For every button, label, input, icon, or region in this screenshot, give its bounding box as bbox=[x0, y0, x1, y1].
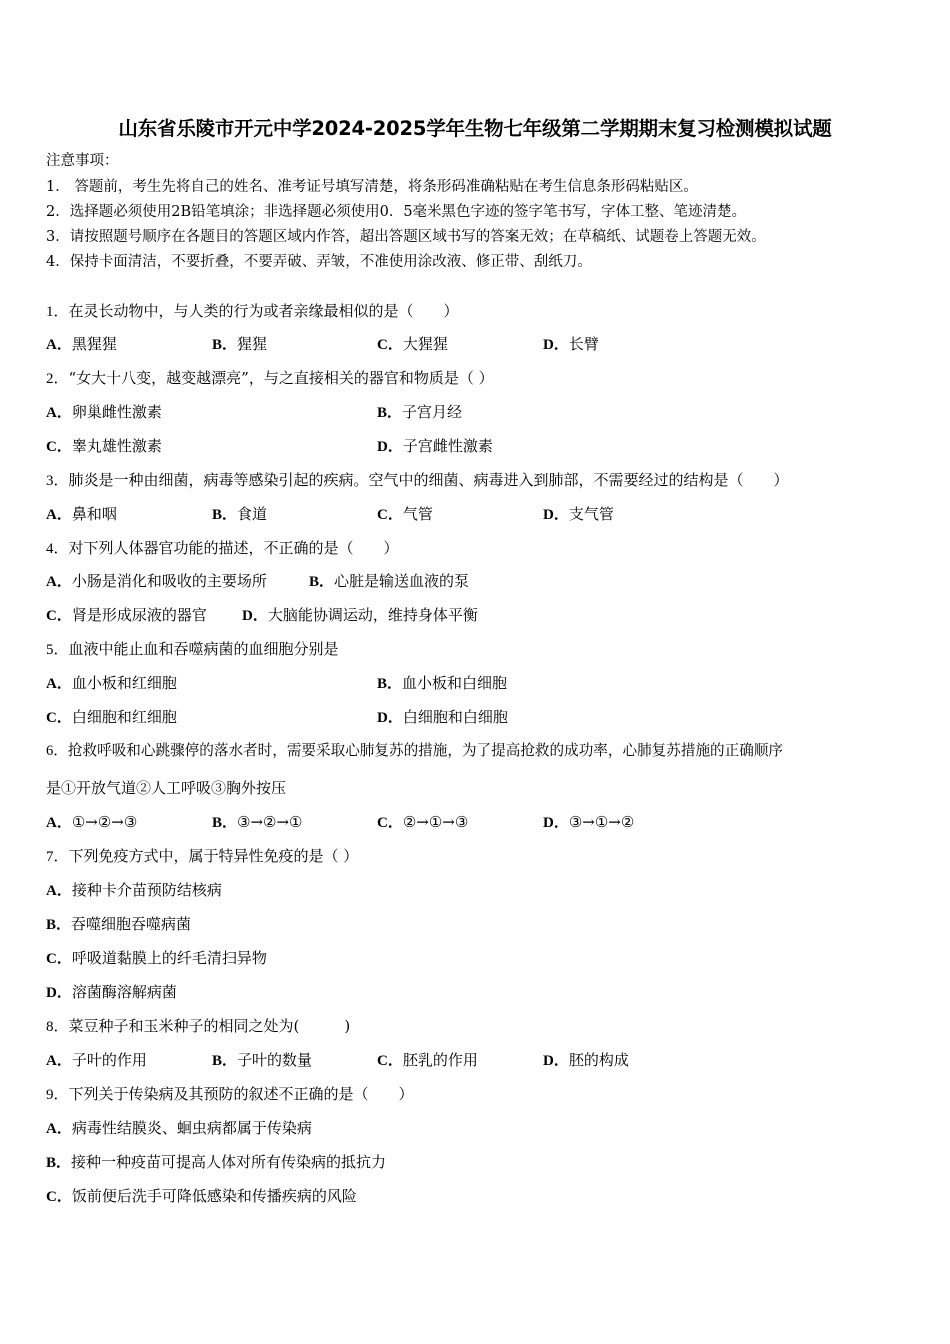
notice-item: 3．请按照题号顺序在各题目的答题区域内作答，超出答题区域书写的答案无效；在草稿纸、试题卷上答题无效。 bbox=[46, 229, 766, 245]
option-a: A．病毒性结膜炎、蛔虫病都属于传染病 bbox=[46, 1119, 312, 1137]
option-c: C．胚乳的作用 bbox=[377, 1051, 478, 1069]
question-stem: 6．抢救呼吸和心跳骤停的落水者时，需要采取心肺复苏的措施，为了提高抢救的成功率，心肺复苏措施的正确顺序 bbox=[46, 742, 784, 759]
question-stem: 5．血液中能止血和吞噬病菌的血细胞分别是 bbox=[46, 640, 339, 658]
notice-heading: 注意事项： bbox=[46, 153, 119, 169]
option-d: D．③→①→② bbox=[543, 813, 635, 831]
question-stem-continued: 是①开放气道②人工呼吸③胸外按压 bbox=[46, 779, 287, 797]
option-b: B．心脏是输送血液的泵 bbox=[309, 572, 470, 590]
question-stem: 7．下列免疫方式中，属于特异性免疫的是（ ） bbox=[46, 847, 359, 865]
option-c: C．白细胞和红细胞 bbox=[46, 708, 177, 726]
option-d: D．胚的构成 bbox=[543, 1051, 629, 1069]
option-c: C．饭前便后洗手可降低感染和传播疾病的风险 bbox=[46, 1187, 357, 1205]
option-b: B．食道 bbox=[212, 505, 268, 523]
option-b: B．③→②→① bbox=[212, 813, 303, 831]
option-d: D．大脑能协调运动，维持身体平衡 bbox=[242, 606, 478, 624]
question-stem: 2．“女大十八变，越变越漂亮”，与之直接相关的器官和物质是（ ） bbox=[46, 369, 494, 387]
option-a: A．接种卡介苗预防结核病 bbox=[46, 881, 222, 899]
option-c: C．睾丸雄性激素 bbox=[46, 437, 162, 455]
option-c: C．肾是形成尿液的器官 bbox=[46, 606, 207, 624]
option-c: C．②→①→③ bbox=[377, 813, 469, 831]
option-a: A．小肠是消化和吸收的主要场所 bbox=[46, 572, 267, 590]
option-a: A．卵巢雌性激素 bbox=[46, 403, 162, 421]
option-c: C．气管 bbox=[377, 505, 433, 523]
option-a: A．①→②→③ bbox=[46, 813, 138, 831]
option-b: B．吞噬细胞吞噬病菌 bbox=[46, 915, 192, 933]
notice-item: 4．保持卡面清洁，不要折叠，不要弄破、弄皱，不准使用涂改液、修正带、刮纸刀。 bbox=[46, 254, 592, 270]
option-d: D．长臂 bbox=[543, 335, 599, 353]
question-stem: 1．在灵长动物中，与人类的行为或者亲缘最相似的是（ ） bbox=[46, 302, 459, 320]
option-a: A．血小板和红细胞 bbox=[46, 674, 177, 692]
option-c: C．呼吸道黏膜上的纤毛清扫异物 bbox=[46, 949, 267, 967]
option-a: A．黑猩猩 bbox=[46, 335, 117, 353]
option-b: B．猩猩 bbox=[212, 335, 268, 353]
option-b: B．子叶的数量 bbox=[212, 1051, 313, 1069]
question-stem: 8．菜豆种子和玉米种子的相同之处为( ) bbox=[46, 1017, 351, 1035]
option-a: A．鼻和咽 bbox=[46, 505, 117, 523]
notice-item: 1． 答题前，考生先将自己的姓名、准考证号填写清楚，将条形码准确粘贴在考生信息条形码粘贴区。 bbox=[46, 179, 698, 195]
option-a: A．子叶的作用 bbox=[46, 1051, 147, 1069]
question-stem: 3．肺炎是一种由细菌，病毒等感染引起的疾病。空气中的细菌、病毒进入到肺部，不需要经过的结构是（ ） bbox=[46, 471, 789, 489]
question-stem: 9．下列关于传染病及其预防的叙述不正确的是（ ） bbox=[46, 1085, 414, 1103]
option-c: C．大猩猩 bbox=[377, 335, 448, 353]
option-b: B．子宫月经 bbox=[377, 403, 463, 421]
notice-item: 2．选择题必须使用2B铅笔填涂；非选择题必须使用0．5毫米黑色字迹的签字笔书写，字体工整、笔迹清楚。 bbox=[46, 204, 747, 220]
option-d: D．溶菌酶溶解病菌 bbox=[46, 983, 177, 1001]
option-d: D．支气管 bbox=[543, 505, 614, 523]
option-d: D．白细胞和白细胞 bbox=[377, 708, 508, 726]
page-title: 山东省乐陵市开元中学2024-2025学年生物七年级第二学期期末复习检测模拟试题 bbox=[118, 117, 832, 140]
option-d: D．子宫雌性激素 bbox=[377, 437, 493, 455]
option-b: B．接种一种疫苗可提高人体对所有传染病的抵抗力 bbox=[46, 1153, 387, 1171]
question-stem: 4．对下列人体器官功能的描述，不正确的是（ ） bbox=[46, 539, 399, 557]
option-b: B．血小板和白细胞 bbox=[377, 674, 508, 692]
